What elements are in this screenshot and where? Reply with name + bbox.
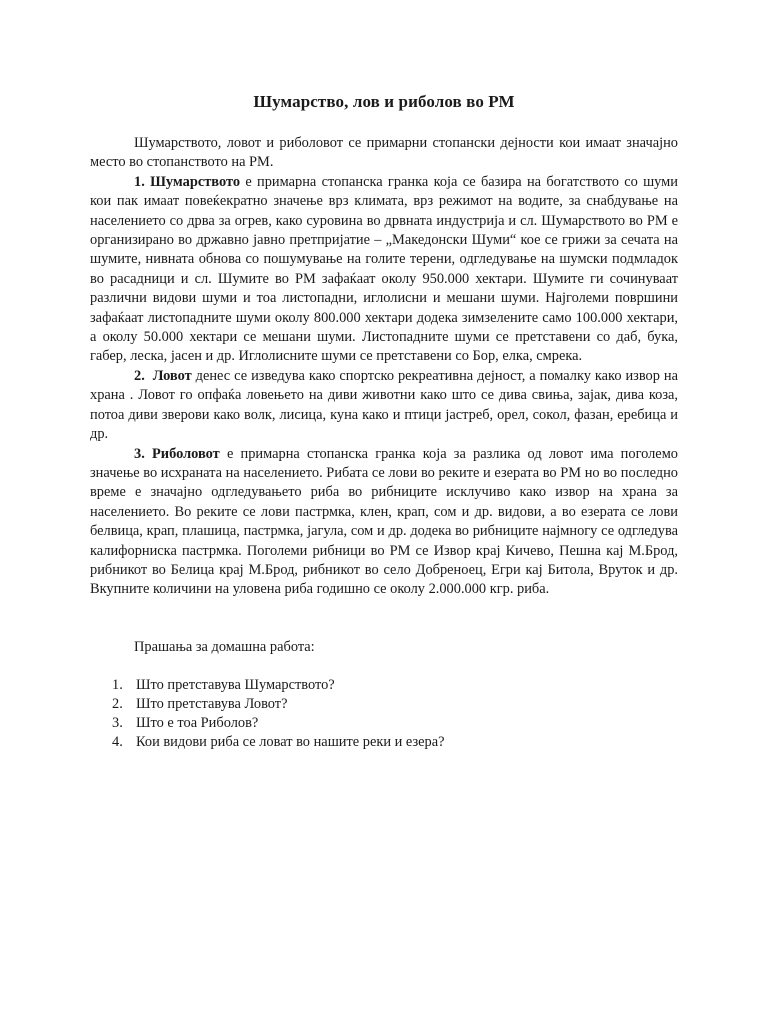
question-text: Кои видови риба се ловат во нашите реки и езера?	[136, 733, 445, 750]
list-item	[90, 733, 678, 752]
question-text: Што претставува Ловот?	[136, 695, 288, 712]
section-number: 1.	[134, 173, 145, 190]
document-page	[90, 92, 678, 752]
section-number: 3.	[134, 445, 145, 462]
list-item	[90, 695, 678, 714]
section-fishing	[90, 445, 678, 600]
question-text: Што е тоа Риболов?	[136, 714, 259, 731]
section-text: е примарна стопанска гранка која за разлика од ловот има поголемо значење во исхраната на населението. Рибата се лови во реките и езерата во РМ но во последно време е значајно одгледувањето риба во рибниците исклучиво како извор на храна за населението. Во реките се лови пастрмка, клен, крап, сом и др. видови, а во езерата се лови белвица, крап, плашица, пастрмка, јагула, сом и др. додека во рибниците најмногу се одгледува калифорниска пастрмка. Поголеми рибници во РМ се Извор крај Кичево, Пешна кај М.Брод, рибникот во Белица крај М.Брод, рибникот во село Добреноец, Егри кај Битола, Вруток и др. Вкупните количини на уловена риба годишно се околу 2.000.000 кгр. риба.	[90, 445, 678, 598]
section-text: е примарна стопанска гранка која се базира на богатството со шуми кои пак имаат повеќекратно значење врз климата, врз режимот на водите, за снабдување на населението со дрва за огрев, како суровина во дрвната индустрија и сл. Шумарството во РМ е организирано во државно јавно претпријатие – „Македонски Шуми“ кое се грижи за сечата на шумите, нивната обнова со пошумување на голите терени, одгледување на шумски подмладок во расадници и сл. Шумите во РМ зафаќаат околу 950.000 хектари. Шумите ги сочинуваат различни видови шуми и тоа листопадни, иглолисни и мешани шуми. Најголеми површини зафаќаат листопадните шуми околу 800.000 хектари додека зимзелените само 100.000 хектари, а околу 50.000 хектари се мешани шуми. Листопадните шуми се претставени со даб, бука, габер, леска, јасен и др. Иглолисните шуми се претставени со Бор, елка, смрека.	[90, 173, 678, 365]
question-number: 4.	[112, 733, 123, 750]
questions-list	[90, 676, 678, 752]
question-number: 1.	[112, 676, 123, 693]
question-number: 3.	[112, 714, 123, 731]
section-lead: Шумарството	[150, 173, 241, 190]
document-title: Шумарство, лов и риболов во РМ	[253, 92, 515, 111]
question-text: Што претставува Шумарството?	[136, 676, 335, 693]
intro-paragraph: Шумарството, ловот и риболовот се примарни стопански дејности кои имаат значајно место во стопанството на РМ.	[90, 135, 678, 171]
section-hunting	[90, 367, 678, 445]
section-text: денес се изведува како спортско рекреативна дејност, а помалку како извор на храна . Ловот го опфаќа ловењето на диви животни како што се дива свиња, зајак, дива коза, потоа диви зверови како волк, лисица, куна како и птици јастреб, орел, сокол, фазан, еребица и др.	[90, 367, 678, 443]
section-forestry	[90, 173, 678, 367]
section-lead: Риболовот	[152, 445, 220, 462]
questions-label: Прашања за домашна работа:	[134, 638, 315, 655]
section-lead: Ловот	[152, 367, 192, 384]
section-number: 2.	[134, 367, 145, 384]
question-number: 2.	[112, 695, 123, 712]
list-item	[90, 714, 678, 733]
list-item	[90, 676, 678, 695]
